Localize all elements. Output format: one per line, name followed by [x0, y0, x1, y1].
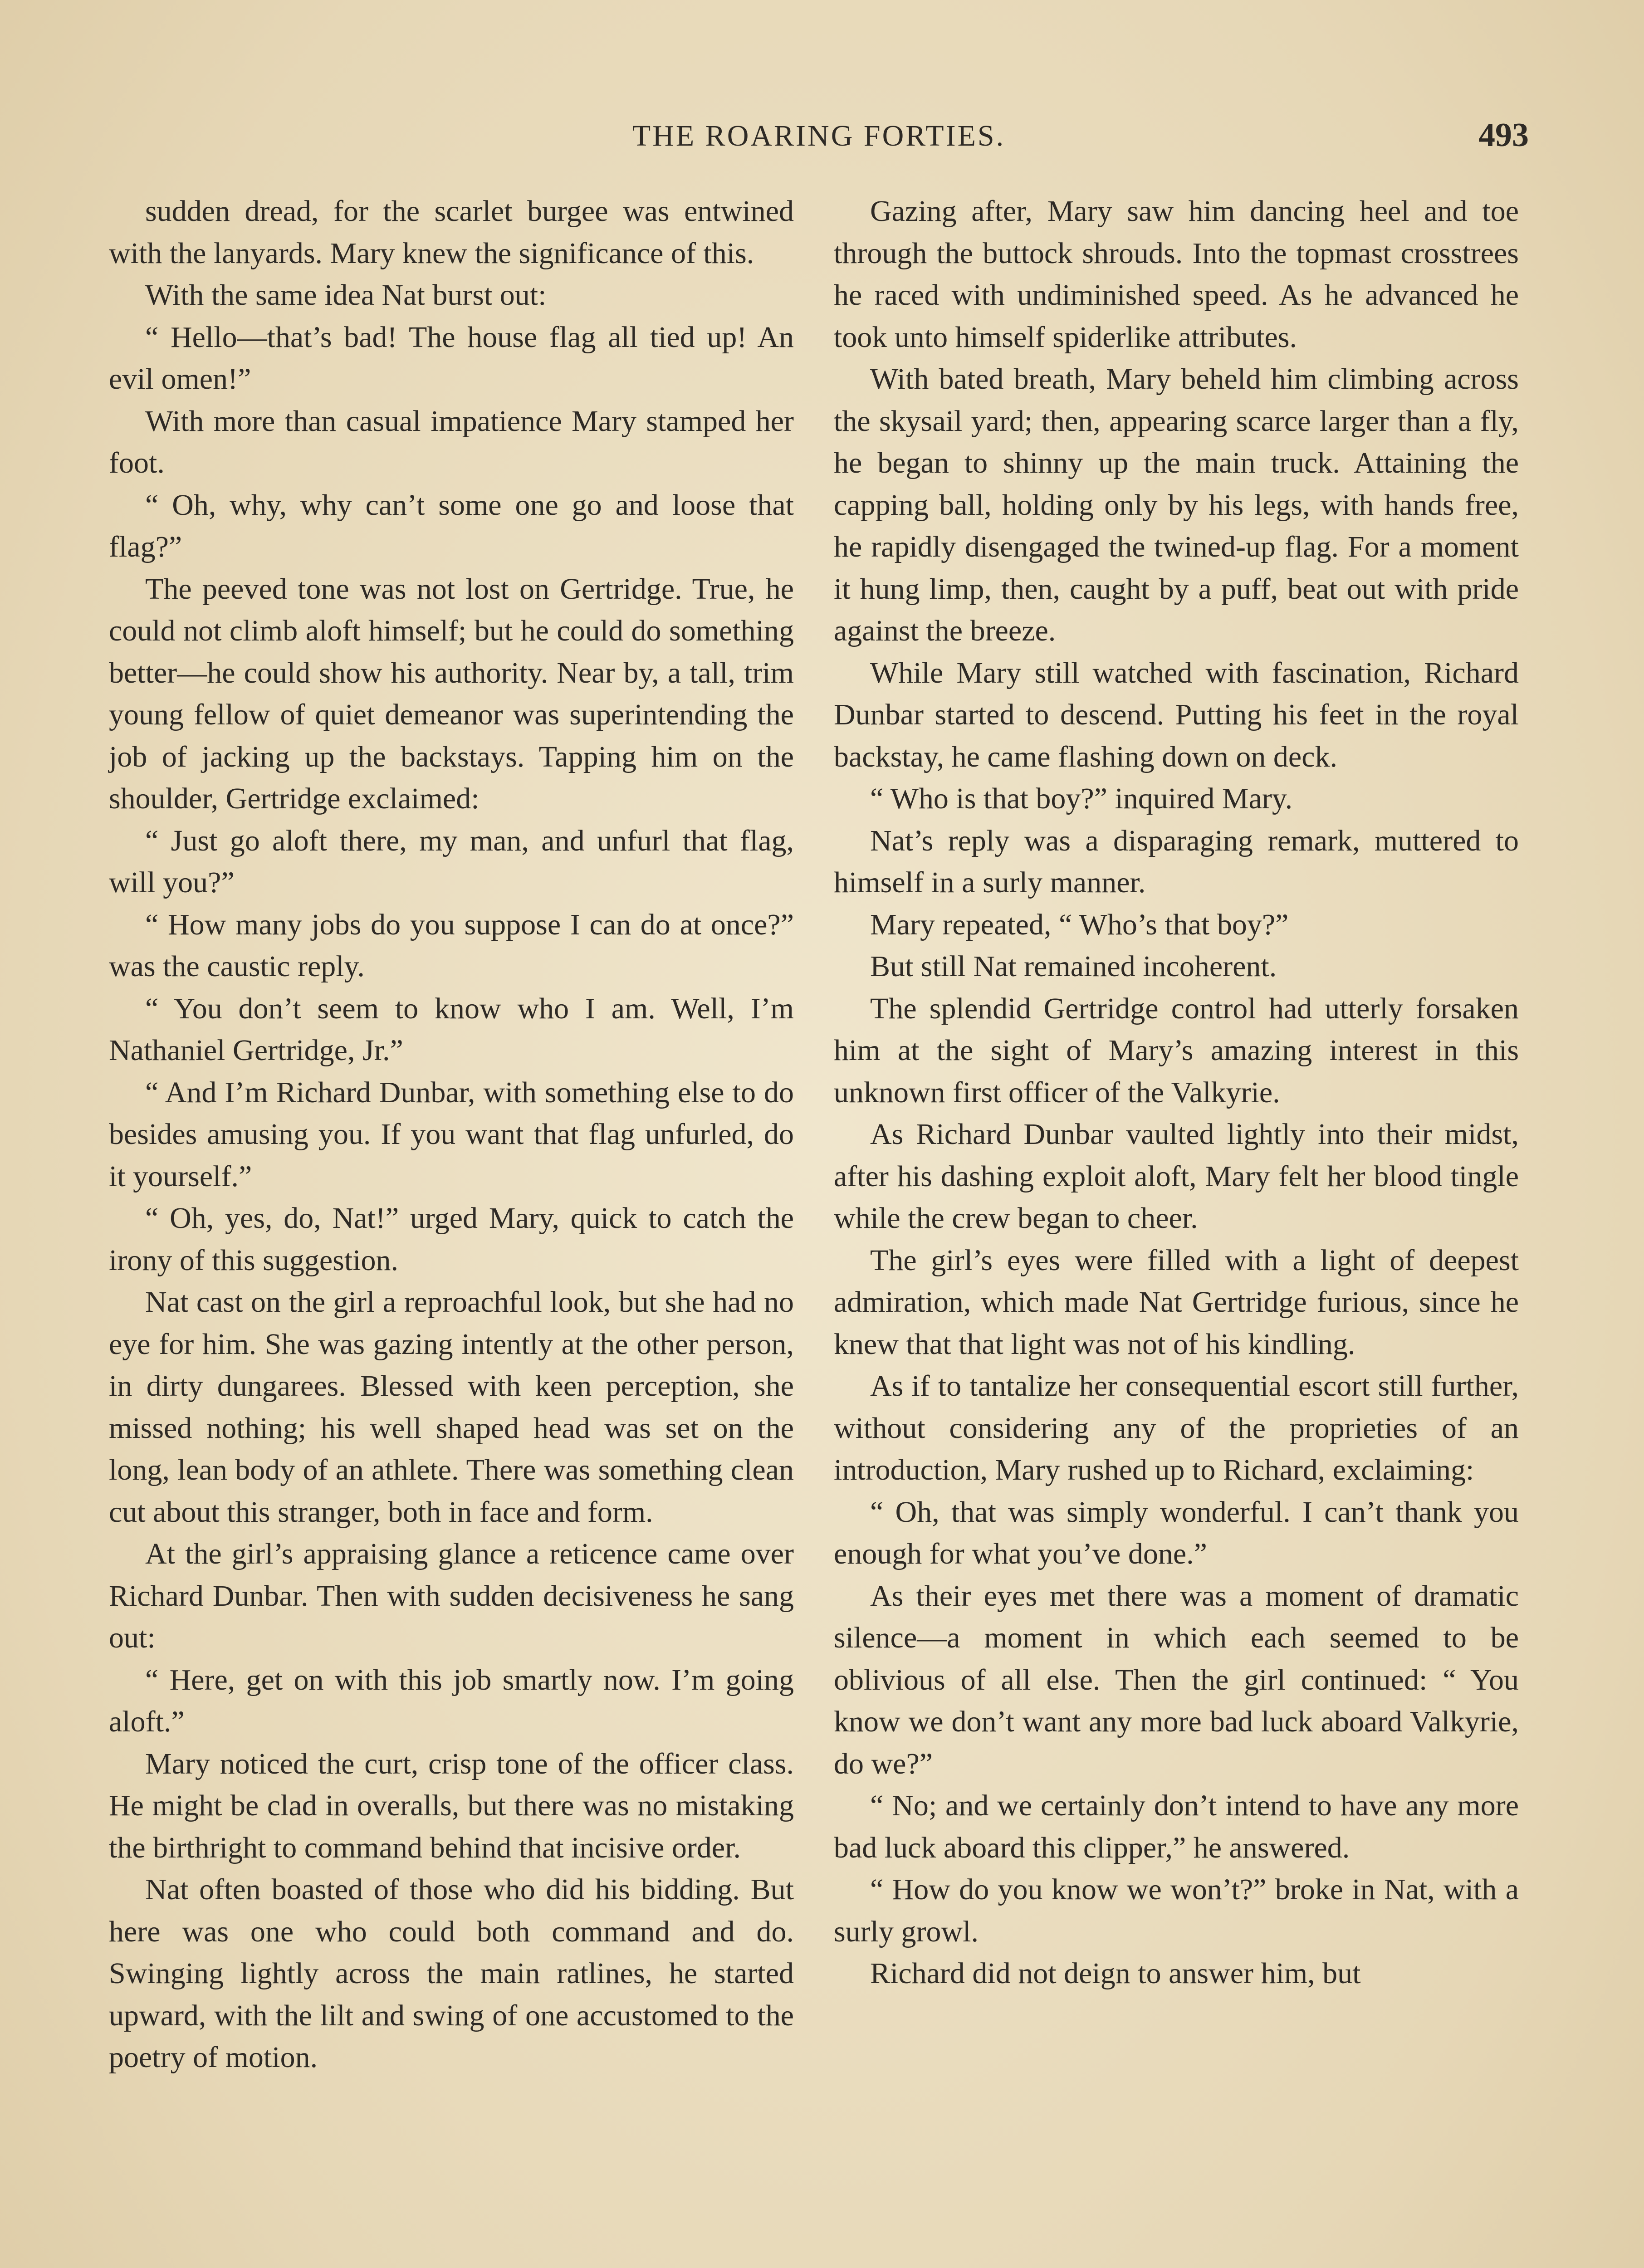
paragraph: While Mary still watched with fascination, Richard Dunbar started to descend. Putting his feet in the royal backstay, he came flashing down on deck. [834, 656, 1519, 773]
paragraph: Gazing after, Mary saw him dancing heel and toe through the buttock shrouds. Into the topmast crosstrees he raced with undiminished speed. As he advanced he took unto himself spiderlike attributes. [834, 195, 1519, 354]
text-column-left [109, 191, 794, 2079]
paragraph: “ Oh, that was simply wonderful. I can’t thank you enough for what you’ve done.” [834, 1495, 1519, 1570]
paragraph: Mary repeated, “ Who’s that boy?” [870, 908, 1289, 941]
paragraph: “ You don’t seem to know who I am. Well, I’m Nathaniel Gertridge, Jr.” [109, 992, 794, 1067]
paragraph: The peeved tone was not lost on Gertridge. True, he could not climb aloft himself; but he could do something better—he could show his authority. Near by, a tall, trim young fellow of quiet demeanor was superintending the job of jacking up the backstays. Tapping him on the shoulder, Gertridge exclaimed: [109, 572, 794, 815]
paragraph: “ Oh, why, why can’t some one go and loose that flag?” [109, 488, 794, 563]
page-number: 493 [1478, 117, 1529, 154]
paragraph: “ And I’m Richard Dunbar, with something else to do besides amusing you. If you want that flag unfurled, do it yourself.” [109, 1075, 794, 1193]
paragraph: Richard did not deign to answer him, but [870, 1957, 1361, 1990]
paragraph: Nat often boasted of those who did his bidding. But here was one who could both command and do. Swinging lightly across the main ratlines, he started upward, with the lilt and swing of one accustomed to the poetry of motion. [109, 1873, 794, 2074]
page-header [109, 113, 1529, 168]
paragraph: The girl’s eyes were filled with a light of deepest admiration, which made Nat Gertridge furious, since he knew that that light was not of his kindling. [834, 1243, 1519, 1361]
paragraph: As their eyes met there was a moment of dramatic silence—a moment in which each seemed to be oblivious of all else. Then the girl continued: “ You know we don’t want any more bad luck aboard Valkyrie, do we?” [834, 1579, 1519, 1780]
paragraph: Nat’s reply was a disparaging remark, muttered to himself in a surly manner. [834, 824, 1519, 899]
paragraph: “ Oh, yes, do, Nat!” urged Mary, quick to catch the irony of this suggestion. [109, 1202, 794, 1277]
paragraph: At the girl’s appraising glance a reticence came over Richard Dunbar. Then with sudden decisiveness he sang out: [109, 1537, 794, 1654]
paragraph: As Richard Dunbar vaulted lightly into their midst, after his dashing exploit aloft, Mary felt her blood tingle while the crew began to cheer. [834, 1118, 1519, 1235]
paragraph: “ Here, get on with this job smartly now. I’m going aloft.” [109, 1663, 794, 1738]
paragraph: Mary noticed the curt, crisp tone of the officer class. He might be clad in overalls, but there was no mistaking the birthright to command behind that incisive order. [109, 1747, 794, 1864]
paragraph: “ How many jobs do you suppose I can do at once?” was the caustic reply. [109, 908, 794, 983]
paragraph: “ Who is that boy?” inquired Mary. [870, 782, 1293, 815]
paragraph: As if to tantalize her consequential escort still further, without considering any of the proprieties of an introduction, Mary rushed up to Richard, exclaiming: [834, 1369, 1519, 1486]
paragraph: With bated breath, Mary beheld him climbing across the skysail yard; then, appearing scarce larger than a fly, he began to shinny up the main truck. Attaining the capping ball, holding only by his legs, with hands free, he rapidly disengaged the twined-up flag. For a moment it hung limp, then, caught by a puff, beat out with pride against the breeze. [834, 362, 1519, 647]
paragraph: With more than casual impatience Mary stamped her foot. [109, 404, 794, 479]
paragraph: “ How do you know we won’t?” broke in Nat, with a surly growl. [834, 1873, 1519, 1948]
paragraph: “ Hello—that’s bad! The house flag all tied up! An evil omen!” [109, 320, 794, 396]
paragraph: sudden dread, for the scarlet burgee was entwined with the lanyards. Mary knew the significance of this. [109, 195, 794, 270]
text-column-right [834, 191, 1519, 1995]
running-title: THE ROARING FORTIES. [632, 119, 1006, 152]
paragraph: But still Nat remained incoherent. [870, 950, 1277, 983]
paragraph: With the same idea Nat burst out: [145, 279, 547, 312]
paragraph: “ Just go aloft there, my man, and unfurl that flag, will you?” [109, 824, 794, 899]
paragraph: The splendid Gertridge control had utterly forsaken him at the sight of Mary’s amazing interest in this unknown first officer of the Valkyrie. [834, 992, 1519, 1109]
paragraph: “ No; and we certainly don’t intend to have any more bad luck aboard this clipper,” he answered. [834, 1789, 1519, 1864]
paragraph: Nat cast on the girl a reproachful look, but she had no eye for him. She was gazing intently at the other person, in dirty dungarees. Blessed with keen perception, she missed nothing; his well shaped head was set on the long, lean body of an athlete. There was something clean cut about this stranger, both in face and form. [109, 1286, 794, 1529]
